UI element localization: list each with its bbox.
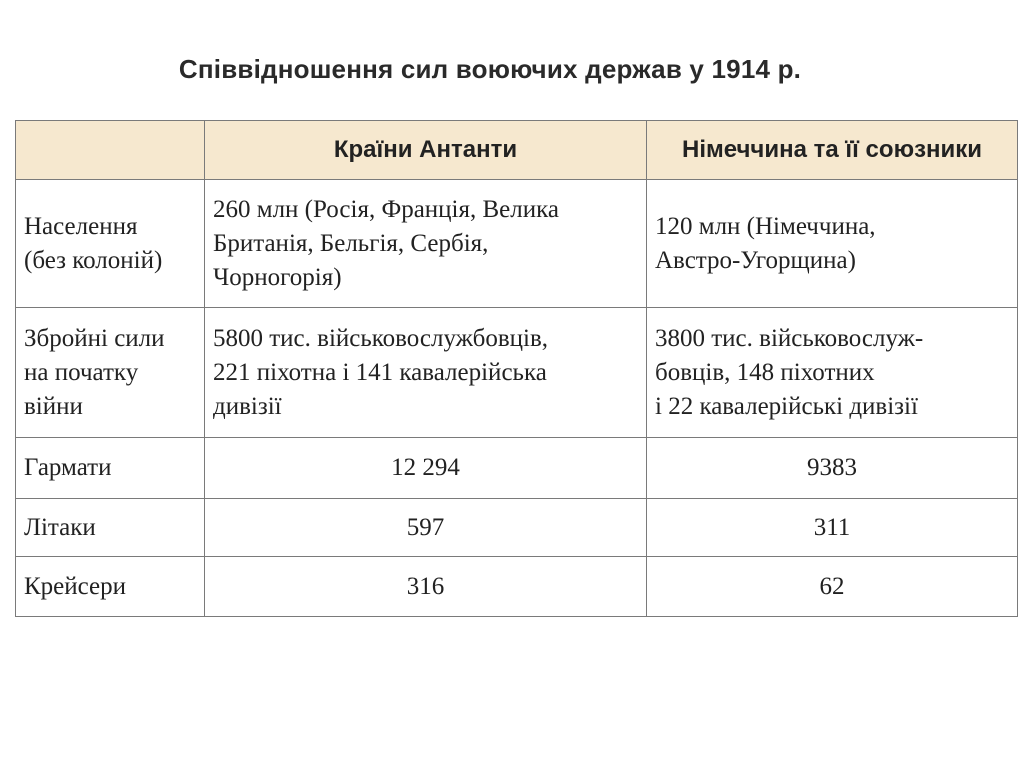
table-header-row	[16, 121, 1018, 180]
cell-line: Австро-Угорщина)	[655, 246, 856, 274]
entente-armed-forces	[205, 308, 647, 438]
table-row	[16, 180, 1018, 308]
cell-line: 5800 тис. військовослужбовців,	[213, 324, 548, 352]
entente-cruisers: 316	[205, 557, 647, 617]
header-empty-cell	[16, 121, 205, 180]
row-label-guns: Гармати	[16, 438, 205, 499]
cell-line: Британія, Бельгія, Сербія,	[213, 229, 489, 257]
row-label-line: Населення	[24, 212, 138, 240]
table-row	[16, 557, 1018, 617]
table-row	[16, 438, 1018, 499]
central-armed-forces	[647, 308, 1018, 438]
entente-planes: 597	[205, 499, 647, 557]
central-guns: 9383	[647, 438, 1018, 499]
table-row	[16, 499, 1018, 557]
cell-line: 221 піхотна і 141 кавалерійська	[213, 358, 547, 386]
table-row	[16, 308, 1018, 438]
row-label-line: війни	[24, 392, 83, 420]
row-label-planes: Літаки	[16, 499, 205, 557]
entente-guns: 12 294	[205, 438, 647, 499]
central-planes: 311	[647, 499, 1018, 557]
header-central-powers: Німеччина та її союзники	[647, 121, 1018, 180]
row-label-line: на початку	[24, 358, 139, 386]
cell-line: 120 млн (Німеччина,	[655, 212, 876, 240]
cell-line: дивізії	[213, 392, 282, 420]
cell-line: бовців, 148 піхотних	[655, 358, 875, 386]
central-population	[647, 180, 1018, 308]
row-label-armed-forces	[16, 308, 205, 438]
cell-line: Чорногорія)	[213, 263, 342, 291]
row-label-cruisers: Крейсери	[16, 557, 205, 617]
cell-line: 260 млн (Росія, Франція, Велика	[213, 195, 559, 223]
page-title: Співвідношення сил воюючих держав у 1914 р.	[178, 54, 802, 84]
cell-line: і 22 кавалерійські дивізії	[655, 392, 918, 420]
cell-line: 3800 тис. військовослуж-	[655, 324, 924, 352]
row-label-line: (без колоній)	[24, 246, 163, 274]
central-cruisers: 62	[647, 557, 1018, 617]
row-label-population	[16, 180, 205, 308]
forces-comparison-table	[15, 120, 1018, 617]
entente-population	[205, 180, 647, 308]
header-entente: Країни Антанти	[205, 121, 647, 180]
row-label-line: Збройні сили	[24, 324, 165, 352]
